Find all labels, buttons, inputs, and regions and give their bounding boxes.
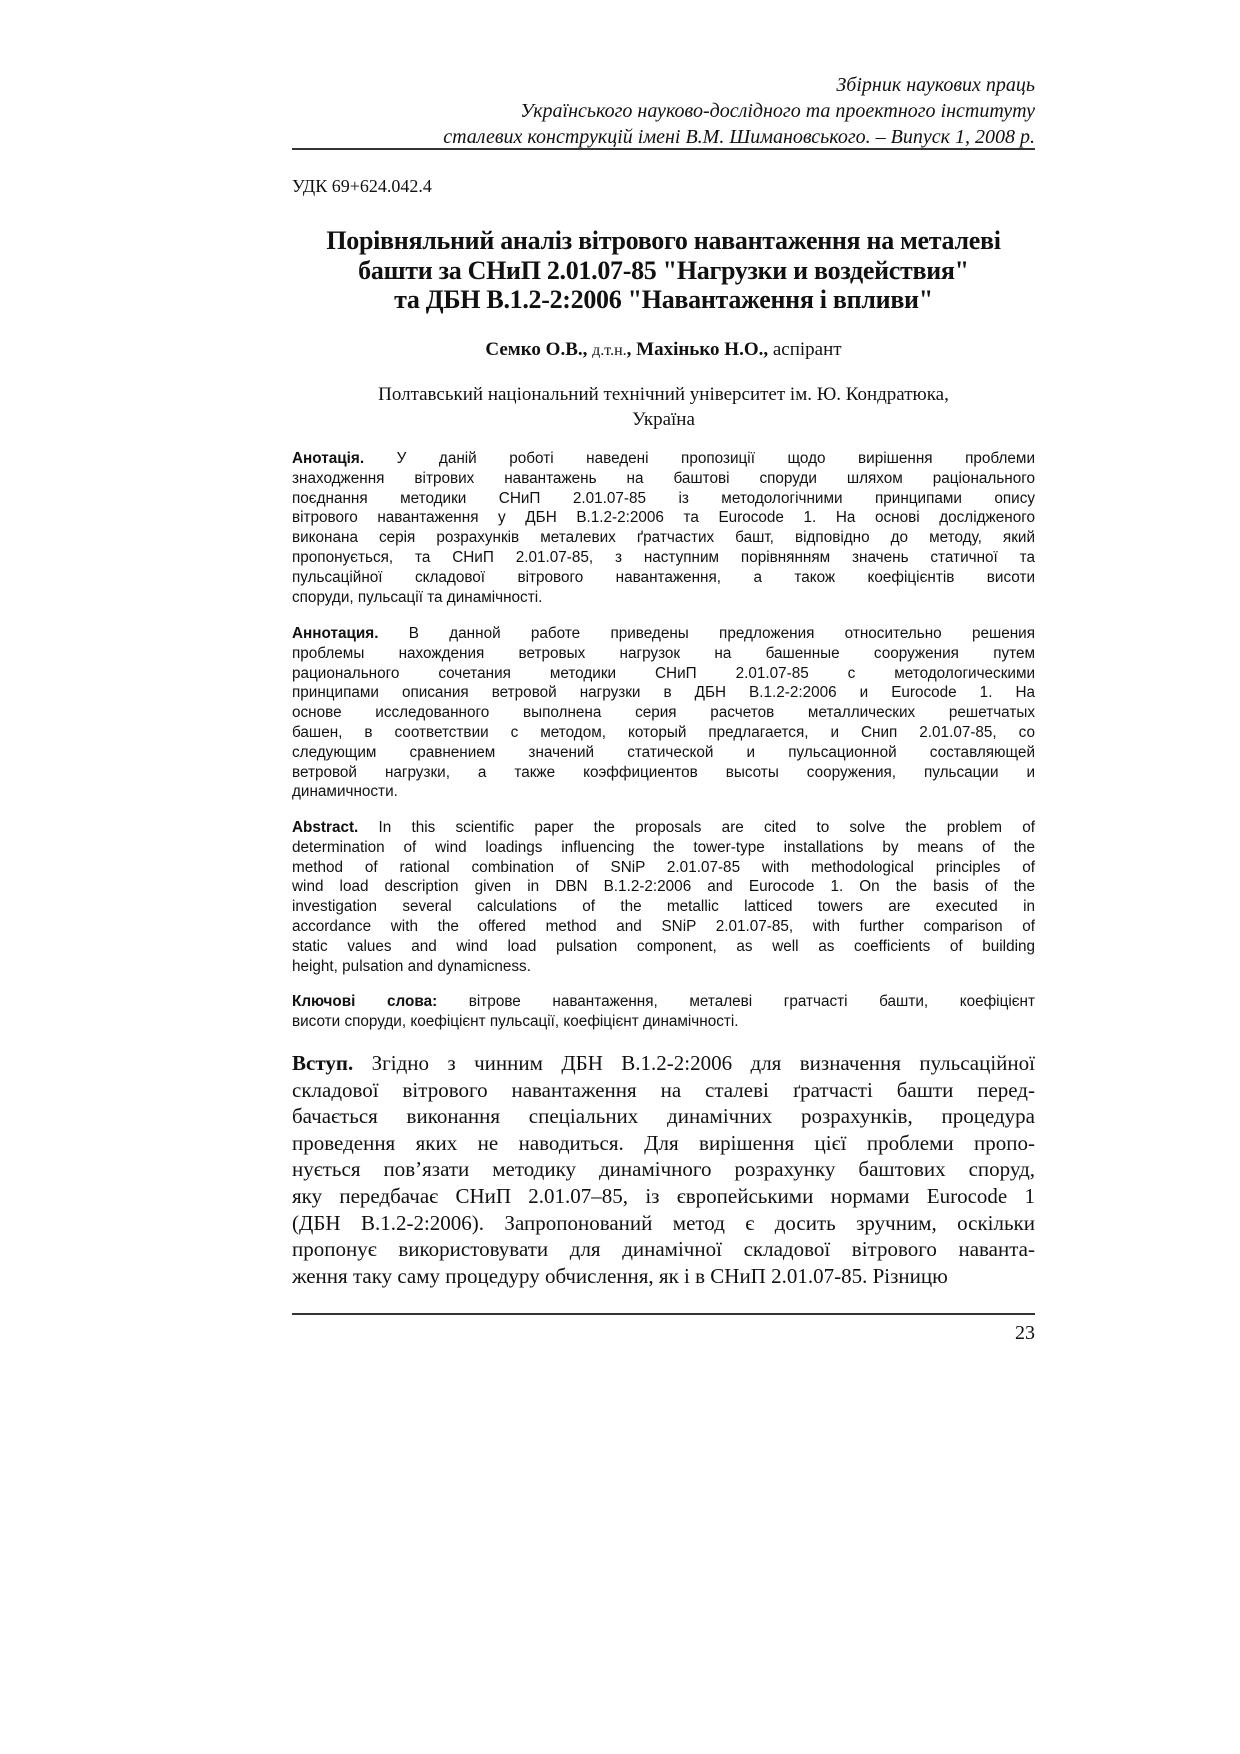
line-text: пропонує використовувати для динамічної складової вітрового наванта- [292,1237,1035,1262]
text-line [292,1236,1035,1263]
line-text: принципами описания ветровой нагрузки в ДБН В.1.2-2:2006 и Eurocode 1. На [292,684,1035,702]
text-line [292,644,1035,664]
authors [292,339,1035,361]
header-rule [292,148,1035,150]
affiliation-line: Україна [632,409,695,430]
text-line [292,818,1035,838]
line-text: вітрового навантаження у ДБН В.1.2-2:2006 та Eurocode 1. На основі дослідженого [292,509,1035,527]
text-line [292,763,1035,783]
text-line [292,1050,1035,1077]
title-line: та ДБН В.1.2-2:2006 "Навантаження і впливи" [394,285,933,314]
line-text: основе исследованного выполнена серия расчетов металлических решетчатых [292,704,1035,722]
line-text: проведення яких не наводиться. Для вирішення цієї проблеми пропо- [292,1130,1035,1155]
text-line [292,957,1035,977]
text-line [292,937,1035,957]
header-line: Збірник наукових праць [836,74,1035,96]
text-line [292,743,1035,763]
section-label: Ключові слова: [292,993,438,1010]
line-text: рационального сочетания методики СНиП 2.01.07-85 с методологическими [292,664,1035,682]
separator: , [626,339,632,360]
text-line [292,1210,1035,1237]
text-line [292,528,1035,548]
line-text: ження таку саму процедуру обчислення, як і в СНиП 2.01.07-85. Різницю [292,1263,948,1288]
line-text: У даній роботі наведені пропозиції щодо вирішення проблеми [396,450,1035,467]
affiliation-line: Полтавський національний технічний університет ім. Ю. Кондратюка, [378,384,949,405]
line-text: споруди, пульсації та динамічності. [292,588,543,606]
text-line [292,508,1035,528]
abstract-english [292,818,1035,976]
text-line [292,588,1035,608]
text-line [292,489,1035,509]
line-text: determination of wind loadings influencing the tower-type installations by means of the [292,838,1035,856]
title-line: башти за СНиП 2.01.07-85 "Нагрузки и воздействия" [358,255,969,285]
line-text: В данной работе приведены предложения относительно решения [408,625,1036,642]
text-line [292,548,1035,568]
author-name: Махінько Н.О., [636,339,769,360]
text-line [292,624,1035,644]
text-line [292,877,1035,897]
line-text: бачається виконання спеціальних динамічних розрахунків, процедура [292,1104,1035,1129]
section-label: Аннотация. [292,625,379,642]
line-text: складової вітрового навантаження на сталеві ґратчасті башти перед- [292,1077,1035,1102]
line-text: нується пов’язати методику динамічного розрахунку баштових споруд, [292,1157,1035,1182]
line-text: height, pulsation and dynamicness. [292,957,531,975]
section-label: Abstract. [292,819,359,836]
text-line [292,1156,1035,1183]
line-text: вітрове навантаження, металеві гратчасті башти, коефіцієнт [468,993,1036,1010]
text-line [292,1263,1035,1290]
text-line [292,449,1035,469]
header-line: сталевих конструкцій імені В.М. Шимановського. – Випуск 1, 2008 р. [443,126,1035,148]
udk-code: УДК 69+624.042.4 [292,176,432,196]
line-text: висоти споруди, коефіцієнт пульсації, коефіцієнт динамічності. [292,1012,739,1030]
text-line [292,1077,1035,1104]
paper-title [292,226,1035,315]
line-text: башен, в соответствии с методом, который предлагается, и Снип 2.01.07-85, со [292,723,1035,741]
author-degree: аспірант [772,339,842,360]
text-line [292,568,1035,588]
header-line: Українського науково-дослідного та проектного інституту [520,100,1035,122]
text-line [292,1012,1035,1032]
text-line [292,1103,1035,1130]
text-line [292,1130,1035,1157]
section-label: Анотація. [292,450,365,467]
text-line [292,782,1035,802]
text-line [292,683,1035,703]
line-text: поєднання методики СНиП 2.01.07-85 із методологічними принципами опису [292,489,1035,507]
line-text: (ДБН В.1.2-2:2006). Запропонований метод є досить зручним, оскільки [292,1210,1035,1235]
footer-rule [292,1313,1035,1315]
abstract-russian [292,624,1035,802]
line-text: пульсаційної складової вітрового навантаження, а також коефіцієнтів висоти [292,568,1035,586]
abstract-ukrainian [292,449,1035,607]
affiliation [292,382,1035,432]
text-line [292,897,1035,917]
text-line [292,664,1035,684]
author-degree: д.т.н. [592,342,627,359]
text-line [292,917,1035,937]
text-line [292,858,1035,878]
line-text: яку передбачає СНиП 2.01.07–85, із європейськими нормами Eurocode 1 [292,1183,1035,1208]
keywords [292,992,1035,1032]
text-line [292,703,1035,723]
line-text: следующим сравнением значений статической и пульсационной составляющей [292,743,1035,761]
text-line [292,838,1035,858]
line-text: method of rational combination of SNiP 2.01.07-85 with methodological principles of [292,858,1035,876]
line-text: виконана серія розрахунків металевих ґратчастих башт, відповідно до методу, який [292,529,1035,547]
line-text: Згідно з чинним ДБН В.1.2-2:2006 для визначення пульсаційної [371,1051,1035,1075]
text-line [292,469,1035,489]
line-text: пропонується, та СНиП 2.01.07-85, з наступним порівнянням значень статичної та [292,548,1035,566]
line-text: ветровой нагрузки, а также коэффициентов высоты сооружения, пульсации и [292,763,1035,781]
line-text: static values and wind load pulsation component, as well as coefficients of building [292,937,1035,955]
line-text: проблемы нахождения ветровых нагрузок на башенные сооружения путем [292,644,1035,662]
author-name: Семко О.В., [485,339,588,360]
introduction [292,1050,1035,1289]
line-text: accordance with the offered method and SNiP 2.01.07-85, with further comparison of [292,917,1035,935]
line-text: знаходження вітрових навантажень на баштові споруди шляхом раціонального [292,469,1035,487]
section-label: Вступ. [292,1051,354,1075]
text-line [292,992,1035,1012]
journal-header [443,72,1035,150]
title-line: Порівняльний аналіз вітрового навантаження на металеві [326,226,1001,255]
page-number: 23 [1015,1322,1035,1344]
text-line [292,1183,1035,1210]
text-line [292,723,1035,743]
line-text: investigation several calculations of the metallic latticed towers are executed in [292,898,1035,916]
line-text: In this scientific paper the proposals are cited to solve the problem of [378,819,1036,836]
line-text: динамичности. [292,783,398,801]
line-text: wind load description given in DBN B.1.2-2:2006 and Eurocode 1. On the basis of the [292,878,1035,896]
